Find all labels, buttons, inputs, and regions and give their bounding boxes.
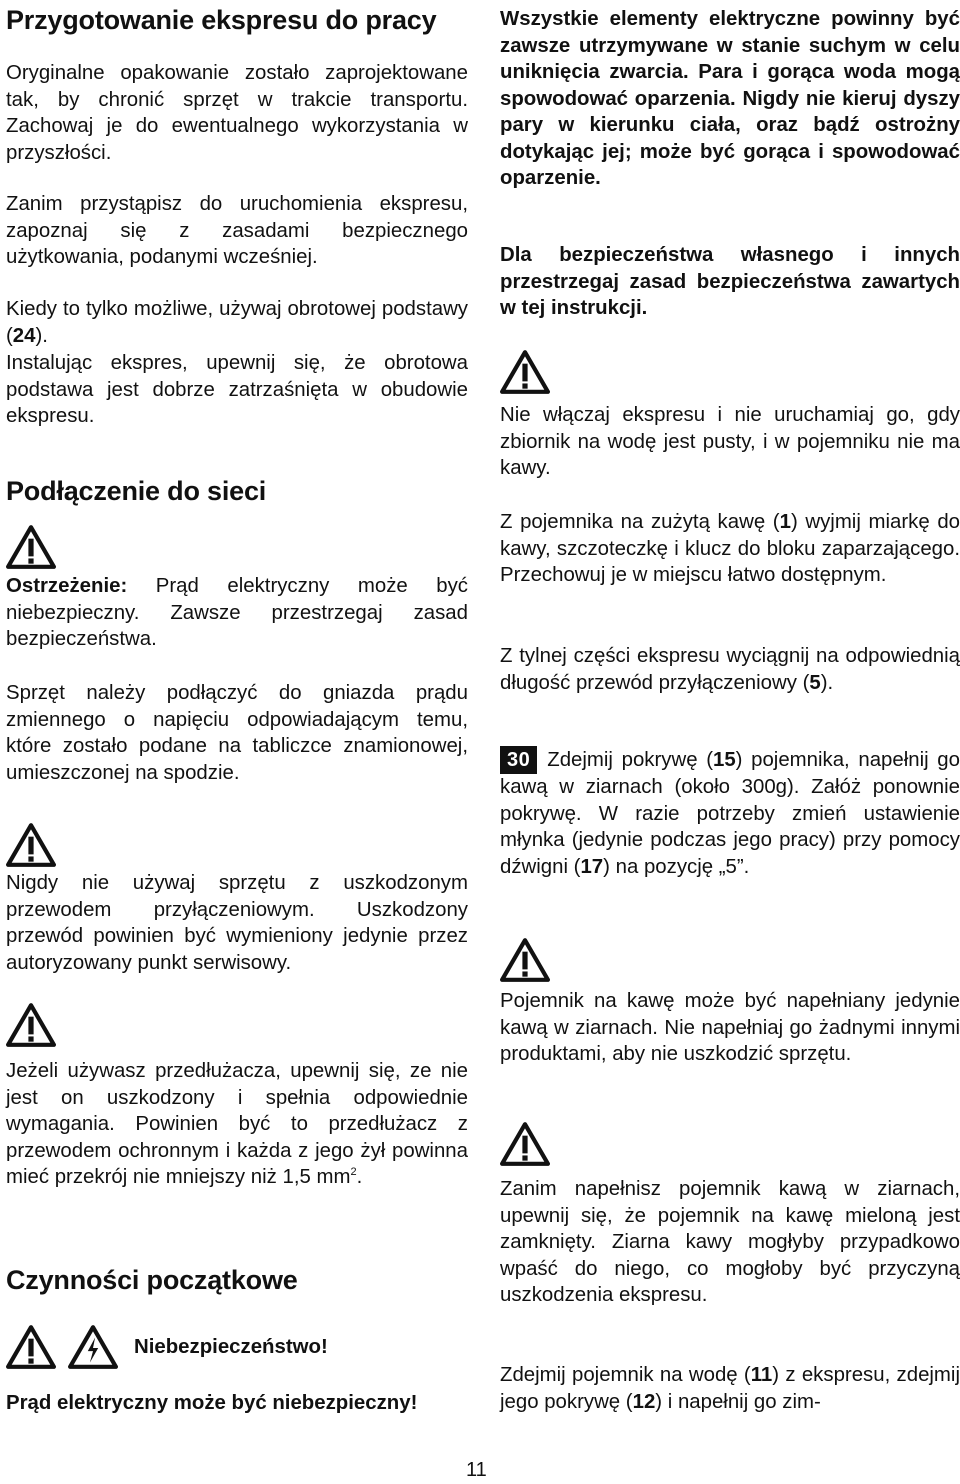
text-part: Kiedy to tylko możliwe, używaj obrotowej podstawy ( (6, 298, 468, 347)
paragraph-empty-tank: Nie włączaj ekspresu i nie uruchamiaj go, gdy zbiornik na wodę jest pusty, i w pojemniku nie ma kawy. (500, 404, 960, 479)
paragraph-packaging: Oryginalne opakowanie zostało zaprojektowane tak, by chronić sprzęt w trakcie transportu. Zachowaj je do ewentualnego wykorzystania w przyszłości. (6, 62, 468, 164)
ref-number: 24 (12, 324, 36, 347)
text-part: Jeżeli używasz przedłużacza, upewnij się, ze nie jest on uszkodzony i spełnia odpowiednie wymagania. Powinien być to przedłużacz z przewodem ochronnym i każda z jego żył powinna mieć przekrój nie mniejszy niż 1,5 mm (6, 1060, 468, 1188)
ref-number: 5 (809, 671, 821, 694)
paragraph-water-tank (500, 1362, 960, 1415)
paragraph-keep-dry: Wszystkie elementy elektryczne powinny być zawsze utrzymywane w stanie suchym w celu uniknięcia zwarcia. Para i gorąca woda mogą spowodować oparzenia. Nigdy nie kieruj dyszy pary w kierunku ciała, oraz bądź ostrożny dotykając jej; może być gorąca i spowodować oparzenie. (500, 8, 960, 189)
warning-triangle-icon (6, 1003, 56, 1047)
ref-number: 12 (632, 1390, 656, 1413)
text-part: ) wyjmij miarkę do kawy, szczoteczkę i klucz do bloku zaparzającego. Przechowuj je w miejscu łatwo dostępnym. (500, 511, 960, 586)
heading-mains: Podłączenie do sieci (6, 476, 267, 506)
text-part: ) na pozycję „5”. (603, 855, 750, 878)
text-part: . (356, 1166, 363, 1188)
ref-number: 17 (580, 855, 604, 878)
warning-triangle-icon (500, 938, 550, 982)
paragraph-before-start: Zanim przystąpisz do uruchomienia ekspresu, zapoznaj się z zasadami bezpiecznego użytkowania, podanymi wcześniej. (6, 193, 468, 268)
text-part: ) i napełnij go zim- (655, 1390, 821, 1413)
danger-line: Prąd elektryczny może być niebezpieczny! (6, 1392, 418, 1414)
paragraph-beans-only: Pojemnik na kawę może być napełniany jedynie kawą w ziarnach. Nie napełniaj go żadnymi innymi produktami, aby nie uszkodzić sprzętu. (500, 990, 960, 1065)
text-part: Z pojemnika na zużytą kawę ( (500, 511, 780, 533)
danger-label: Niebezpieczeństwo! (134, 1335, 328, 1358)
text-part: ) z ekspresu, zdejmij jego pokrywę ( (500, 1364, 960, 1413)
warning-triangle-icon (500, 350, 550, 394)
paragraph-safety: Dla bezpieczeństwa własnego i innych przestrzegaj zasad bezpieczeństwa zawartych w tej instrukcji. (500, 244, 960, 319)
text-part: Z tylnej części ekspresu wyciągnij na odpowiednią długość przewód przyłączeniowy ( (500, 645, 960, 694)
paragraph-rotating-base (6, 296, 468, 349)
text-part: ). (820, 671, 834, 694)
paragraph-close-ground-container: Zanim napełnisz pojemnik kawą w ziarnach, upewnij się, że pojemnik na kawę mieloną jest zamknięty. Ziarna kawy mogłyby przypadkowo wpaść do niego, co mogłoby być przyczyną uszkodzenia ekspresu. (500, 1178, 960, 1306)
text-part: ). (35, 324, 48, 347)
warning-label: Ostrzeżenie: (6, 575, 128, 597)
warning-triangle-icon (6, 1325, 56, 1369)
text-part: Zdejmij pojemnik na wodę ( (500, 1364, 751, 1386)
warning-triangle-icon (6, 525, 56, 569)
text-part: ) pojemnika, napełnij go kawą w ziarnach (około 300g). Załóż ponownie pokrywę. W razie potrzeby zmień ustawienie młynka (jedynie podczas jego pracy) przy pomocy dźwigni ( (500, 749, 960, 878)
danger-row (6, 1325, 468, 1369)
ref-number: 11 (750, 1364, 773, 1386)
paragraph-fill-beans (500, 746, 960, 880)
page-number: 11 (466, 1459, 487, 1481)
electric-hazard-icon (68, 1325, 118, 1369)
paragraph-socket: Sprzęt należy podłączyć do gniazda prądu zmiennego o napięciu odpowiadającym temu, które zostało podane na tabliczce znamionowej, umieszczonej na spodzie. (6, 682, 468, 784)
paragraph-extension-cord (6, 1058, 468, 1191)
paragraph-warning (6, 573, 468, 653)
ref-number: 1 (779, 511, 791, 533)
paragraph-power-cord (500, 643, 960, 696)
warning-triangle-icon (6, 823, 56, 867)
heading-initial-steps: Czynności początkowe (6, 1265, 298, 1295)
paragraph-used-coffee (500, 509, 960, 589)
warning-triangle-icon (500, 1122, 550, 1166)
step-badge: 30 (500, 746, 537, 774)
paragraph-damaged-cord: Nigdy nie używaj sprzętu z uszkodzonym przewodem przyłączeniowym. Uszkodzony przewód powinien być wymieniony jedynie przez autoryzowany punkt serwisowy. (6, 872, 468, 974)
text-part: Zdejmij pokrywę ( (547, 749, 713, 771)
superscript: 2 (350, 1166, 357, 1179)
heading-preparation: Przygotowanie ekspresu do pracy (6, 5, 437, 35)
ref-number: 15 (712, 749, 736, 771)
paragraph-install: Instalując ekspres, upewnij się, że obrotowa podstawa jest dobrze zatrzaśnięta w obudowie ekspresu. (6, 352, 468, 427)
warning-text: Prąd elektryczny może być niebezpieczny. Zawsze przestrzegaj zasad bezpieczeństwa. (6, 575, 468, 650)
